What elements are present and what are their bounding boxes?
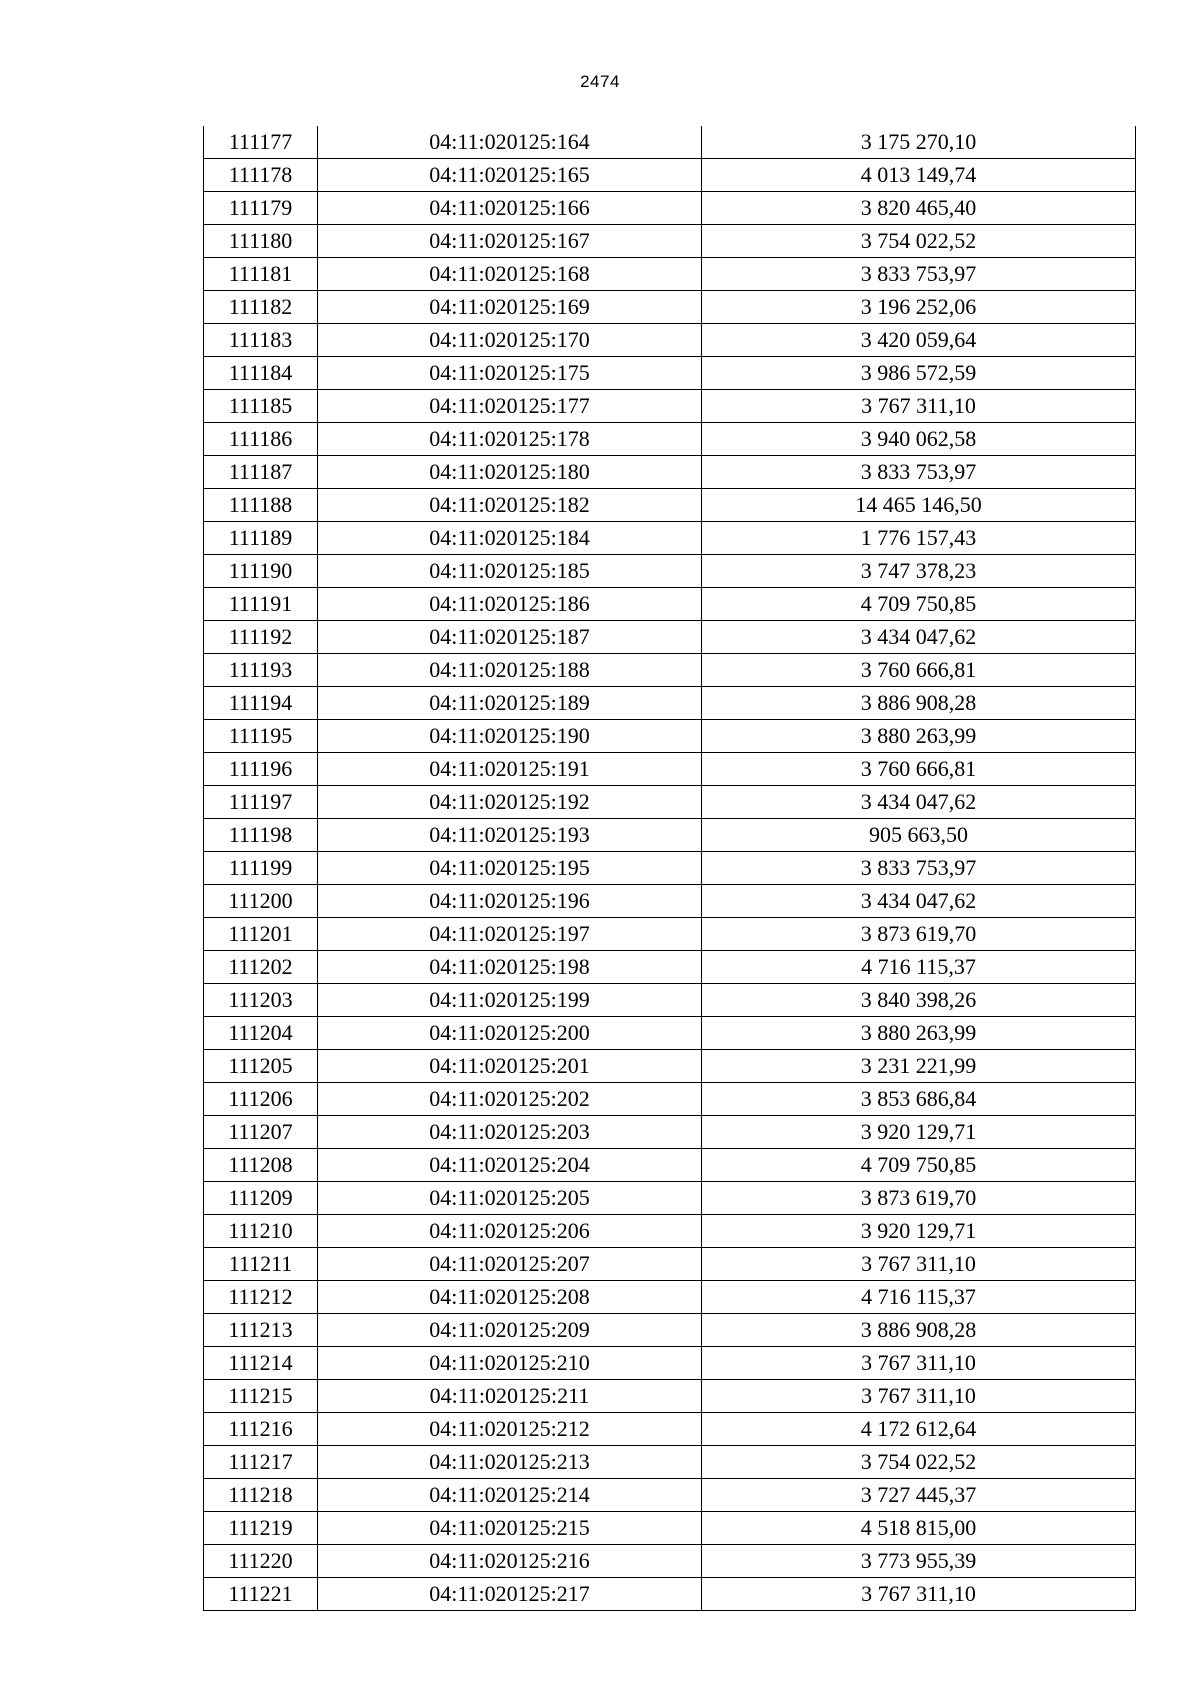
cadastral-value-cell: 3 434 047,62 — [702, 786, 1136, 819]
cadastral-number-cell: 04:11:020125:199 — [318, 984, 702, 1017]
cadastral-number-cell: 04:11:020125:207 — [318, 1248, 702, 1281]
table-row — [204, 390, 1136, 423]
table-row — [204, 621, 1136, 654]
table-row — [204, 819, 1136, 852]
page-number: 2474 — [580, 72, 620, 91]
row-number-cell: 111221 — [204, 1578, 318, 1611]
cadastral-number-cell: 04:11:020125:213 — [318, 1446, 702, 1479]
cadastral-value-cell: 3 920 129,71 — [702, 1116, 1136, 1149]
row-number-cell: 111202 — [204, 951, 318, 984]
row-number-cell: 111193 — [204, 654, 318, 687]
cadastral-value-cell: 3 727 445,37 — [702, 1479, 1136, 1512]
cadastral-number-cell: 04:11:020125:195 — [318, 852, 702, 885]
cadastral-number-cell: 04:11:020125:180 — [318, 456, 702, 489]
row-number-cell: 111180 — [204, 225, 318, 258]
table-row — [204, 1479, 1136, 1512]
cadastral-value-cell: 3 767 311,10 — [702, 1347, 1136, 1380]
cadastral-number-cell: 04:11:020125:196 — [318, 885, 702, 918]
row-number-cell: 111207 — [204, 1116, 318, 1149]
cadastral-value-cell: 3 880 263,99 — [702, 1017, 1136, 1050]
table-row — [204, 1380, 1136, 1413]
table-row — [204, 1182, 1136, 1215]
row-number-cell: 111211 — [204, 1248, 318, 1281]
cadastral-value-cell: 3 434 047,62 — [702, 885, 1136, 918]
cadastral-value-cell: 3 940 062,58 — [702, 423, 1136, 456]
cadastral-value-cell: 4 518 815,00 — [702, 1512, 1136, 1545]
cadastral-value-cell: 3 886 908,28 — [702, 1314, 1136, 1347]
cadastral-value-cell: 3 754 022,52 — [702, 225, 1136, 258]
cadastral-value-cell: 4 013 149,74 — [702, 159, 1136, 192]
row-number-cell: 111217 — [204, 1446, 318, 1479]
cadastral-value-cell: 4 709 750,85 — [702, 588, 1136, 621]
table-row — [204, 1578, 1136, 1611]
cadastral-value-cell: 4 716 115,37 — [702, 951, 1136, 984]
row-number-cell: 111190 — [204, 555, 318, 588]
cadastral-number-cell: 04:11:020125:201 — [318, 1050, 702, 1083]
cadastral-value-cell: 4 172 612,64 — [702, 1413, 1136, 1446]
cadastral-number-cell: 04:11:020125:187 — [318, 621, 702, 654]
row-number-cell: 111208 — [204, 1149, 318, 1182]
cadastral-value-cell: 3 773 955,39 — [702, 1545, 1136, 1578]
row-number-cell: 111184 — [204, 357, 318, 390]
row-number-cell: 111179 — [204, 192, 318, 225]
row-number-cell: 111214 — [204, 1347, 318, 1380]
table-row — [204, 588, 1136, 621]
row-number-cell: 111205 — [204, 1050, 318, 1083]
cadastral-number-cell: 04:11:020125:185 — [318, 555, 702, 588]
row-number-cell: 111220 — [204, 1545, 318, 1578]
cadastral-number-cell: 04:11:020125:188 — [318, 654, 702, 687]
cadastral-number-cell: 04:11:020125:189 — [318, 687, 702, 720]
row-number-cell: 111195 — [204, 720, 318, 753]
cadastral-value-cell: 4 709 750,85 — [702, 1149, 1136, 1182]
table-row — [204, 786, 1136, 819]
cadastral-value-cell: 14 465 146,50 — [702, 489, 1136, 522]
cadastral-number-cell: 04:11:020125:193 — [318, 819, 702, 852]
cadastral-value-table — [203, 126, 1136, 1611]
row-number-cell: 111216 — [204, 1413, 318, 1446]
cadastral-number-cell: 04:11:020125:214 — [318, 1479, 702, 1512]
table-row — [204, 522, 1136, 555]
cadastral-number-cell: 04:11:020125:211 — [318, 1380, 702, 1413]
cadastral-value-cell: 3 760 666,81 — [702, 753, 1136, 786]
table-row — [204, 654, 1136, 687]
table-row — [204, 1248, 1136, 1281]
row-number-cell: 111194 — [204, 687, 318, 720]
cadastral-number-cell: 04:11:020125:167 — [318, 225, 702, 258]
cadastral-number-cell: 04:11:020125:206 — [318, 1215, 702, 1248]
cadastral-value-cell: 3 767 311,10 — [702, 1248, 1136, 1281]
table-row — [204, 753, 1136, 786]
table-row — [204, 1413, 1136, 1446]
table-row — [204, 1083, 1136, 1116]
row-number-cell: 111201 — [204, 918, 318, 951]
row-number-cell: 111209 — [204, 1182, 318, 1215]
table-row — [204, 357, 1136, 390]
row-number-cell: 111198 — [204, 819, 318, 852]
row-number-cell: 111186 — [204, 423, 318, 456]
cadastral-number-cell: 04:11:020125:212 — [318, 1413, 702, 1446]
table-row — [204, 192, 1136, 225]
table-row — [204, 1116, 1136, 1149]
table-row — [204, 1314, 1136, 1347]
cadastral-number-cell: 04:11:020125:200 — [318, 1017, 702, 1050]
cadastral-number-cell: 04:11:020125:182 — [318, 489, 702, 522]
row-number-cell: 111203 — [204, 984, 318, 1017]
cadastral-value-cell: 3 880 263,99 — [702, 720, 1136, 753]
cadastral-number-cell: 04:11:020125:190 — [318, 720, 702, 753]
cadastral-value-cell: 3 873 619,70 — [702, 918, 1136, 951]
cadastral-number-cell: 04:11:020125:191 — [318, 753, 702, 786]
cadastral-value-cell: 3 920 129,71 — [702, 1215, 1136, 1248]
cadastral-value-cell: 3 873 619,70 — [702, 1182, 1136, 1215]
row-number-cell: 111183 — [204, 324, 318, 357]
cadastral-value-cell: 3 767 311,10 — [702, 390, 1136, 423]
cadastral-number-cell: 04:11:020125:197 — [318, 918, 702, 951]
row-number-cell: 111197 — [204, 786, 318, 819]
cadastral-value-cell: 3 434 047,62 — [702, 621, 1136, 654]
table-row — [204, 1446, 1136, 1479]
cadastral-number-cell: 04:11:020125:178 — [318, 423, 702, 456]
table-row — [204, 687, 1136, 720]
cadastral-number-cell: 04:11:020125:186 — [318, 588, 702, 621]
cadastral-value-cell: 3 175 270,10 — [702, 126, 1136, 159]
cadastral-number-cell: 04:11:020125:216 — [318, 1545, 702, 1578]
cadastral-number-cell: 04:11:020125:208 — [318, 1281, 702, 1314]
cadastral-value-cell: 3 853 686,84 — [702, 1083, 1136, 1116]
row-number-cell: 111213 — [204, 1314, 318, 1347]
cadastral-value-cell: 3 231 221,99 — [702, 1050, 1136, 1083]
cadastral-number-cell: 04:11:020125:192 — [318, 786, 702, 819]
cadastral-number-cell: 04:11:020125:210 — [318, 1347, 702, 1380]
row-number-cell: 111215 — [204, 1380, 318, 1413]
cadastral-value-cell: 3 833 753,97 — [702, 456, 1136, 489]
table-row — [204, 720, 1136, 753]
table-row — [204, 225, 1136, 258]
table-row — [204, 1545, 1136, 1578]
cadastral-value-cell: 3 420 059,64 — [702, 324, 1136, 357]
row-number-cell: 111192 — [204, 621, 318, 654]
cadastral-value-cell: 3 820 465,40 — [702, 192, 1136, 225]
cadastral-number-cell: 04:11:020125:217 — [318, 1578, 702, 1611]
table-row — [204, 159, 1136, 192]
row-number-cell: 111188 — [204, 489, 318, 522]
cadastral-value-cell: 3 833 753,97 — [702, 852, 1136, 885]
cadastral-number-cell: 04:11:020125:203 — [318, 1116, 702, 1149]
table-row — [204, 885, 1136, 918]
cadastral-number-cell: 04:11:020125:177 — [318, 390, 702, 423]
table-row — [204, 555, 1136, 588]
row-number-cell: 111199 — [204, 852, 318, 885]
row-number-cell: 111178 — [204, 159, 318, 192]
table-row — [204, 291, 1136, 324]
row-number-cell: 111206 — [204, 1083, 318, 1116]
cadastral-number-cell: 04:11:020125:205 — [318, 1182, 702, 1215]
table-row — [204, 423, 1136, 456]
row-number-cell: 111196 — [204, 753, 318, 786]
row-number-cell: 111210 — [204, 1215, 318, 1248]
cadastral-number-cell: 04:11:020125:165 — [318, 159, 702, 192]
table-row — [204, 918, 1136, 951]
row-number-cell: 111204 — [204, 1017, 318, 1050]
table-row — [204, 489, 1136, 522]
row-number-cell: 111189 — [204, 522, 318, 555]
cadastral-number-cell: 04:11:020125:169 — [318, 291, 702, 324]
cadastral-value-cell: 3 747 378,23 — [702, 555, 1136, 588]
cadastral-value-cell: 4 716 115,37 — [702, 1281, 1136, 1314]
cadastral-number-cell: 04:11:020125:209 — [318, 1314, 702, 1347]
row-number-cell: 111212 — [204, 1281, 318, 1314]
table-row — [204, 1347, 1136, 1380]
row-number-cell: 111177 — [204, 126, 318, 159]
row-number-cell: 111182 — [204, 291, 318, 324]
cadastral-value-cell: 3 840 398,26 — [702, 984, 1136, 1017]
table-row — [204, 258, 1136, 291]
cadastral-value-cell: 905 663,50 — [702, 819, 1136, 852]
table-body — [204, 126, 1136, 1611]
table-row — [204, 1512, 1136, 1545]
cadastral-number-cell: 04:11:020125:198 — [318, 951, 702, 984]
table-row — [204, 984, 1136, 1017]
cadastral-value-cell: 3 760 666,81 — [702, 654, 1136, 687]
table-row — [204, 1017, 1136, 1050]
table-row — [204, 456, 1136, 489]
row-number-cell: 111200 — [204, 885, 318, 918]
cadastral-value-cell: 3 886 908,28 — [702, 687, 1136, 720]
table-row — [204, 126, 1136, 159]
cadastral-value-cell: 1 776 157,43 — [702, 522, 1136, 555]
row-number-cell: 111219 — [204, 1512, 318, 1545]
row-number-cell: 111181 — [204, 258, 318, 291]
cadastral-value-cell: 3 196 252,06 — [702, 291, 1136, 324]
row-number-cell: 111187 — [204, 456, 318, 489]
cadastral-number-cell: 04:11:020125:202 — [318, 1083, 702, 1116]
cadastral-value-cell: 3 754 022,52 — [702, 1446, 1136, 1479]
cadastral-number-cell: 04:11:020125:166 — [318, 192, 702, 225]
table-row — [204, 951, 1136, 984]
table-row — [204, 1149, 1136, 1182]
cadastral-number-cell: 04:11:020125:184 — [318, 522, 702, 555]
cadastral-number-cell: 04:11:020125:175 — [318, 357, 702, 390]
cadastral-number-cell: 04:11:020125:168 — [318, 258, 702, 291]
cadastral-number-cell: 04:11:020125:215 — [318, 1512, 702, 1545]
cadastral-number-cell: 04:11:020125:164 — [318, 126, 702, 159]
cadastral-number-cell: 04:11:020125:204 — [318, 1149, 702, 1182]
table-row — [204, 852, 1136, 885]
table-row — [204, 1050, 1136, 1083]
cadastral-value-cell: 3 986 572,59 — [702, 357, 1136, 390]
row-number-cell: 111218 — [204, 1479, 318, 1512]
table-row — [204, 1281, 1136, 1314]
table-row — [204, 324, 1136, 357]
cadastral-number-cell: 04:11:020125:170 — [318, 324, 702, 357]
row-number-cell: 111191 — [204, 588, 318, 621]
table-row — [204, 1215, 1136, 1248]
row-number-cell: 111185 — [204, 390, 318, 423]
cadastral-value-cell: 3 767 311,10 — [702, 1578, 1136, 1611]
cadastral-value-cell: 3 833 753,97 — [702, 258, 1136, 291]
cadastral-value-cell: 3 767 311,10 — [702, 1380, 1136, 1413]
